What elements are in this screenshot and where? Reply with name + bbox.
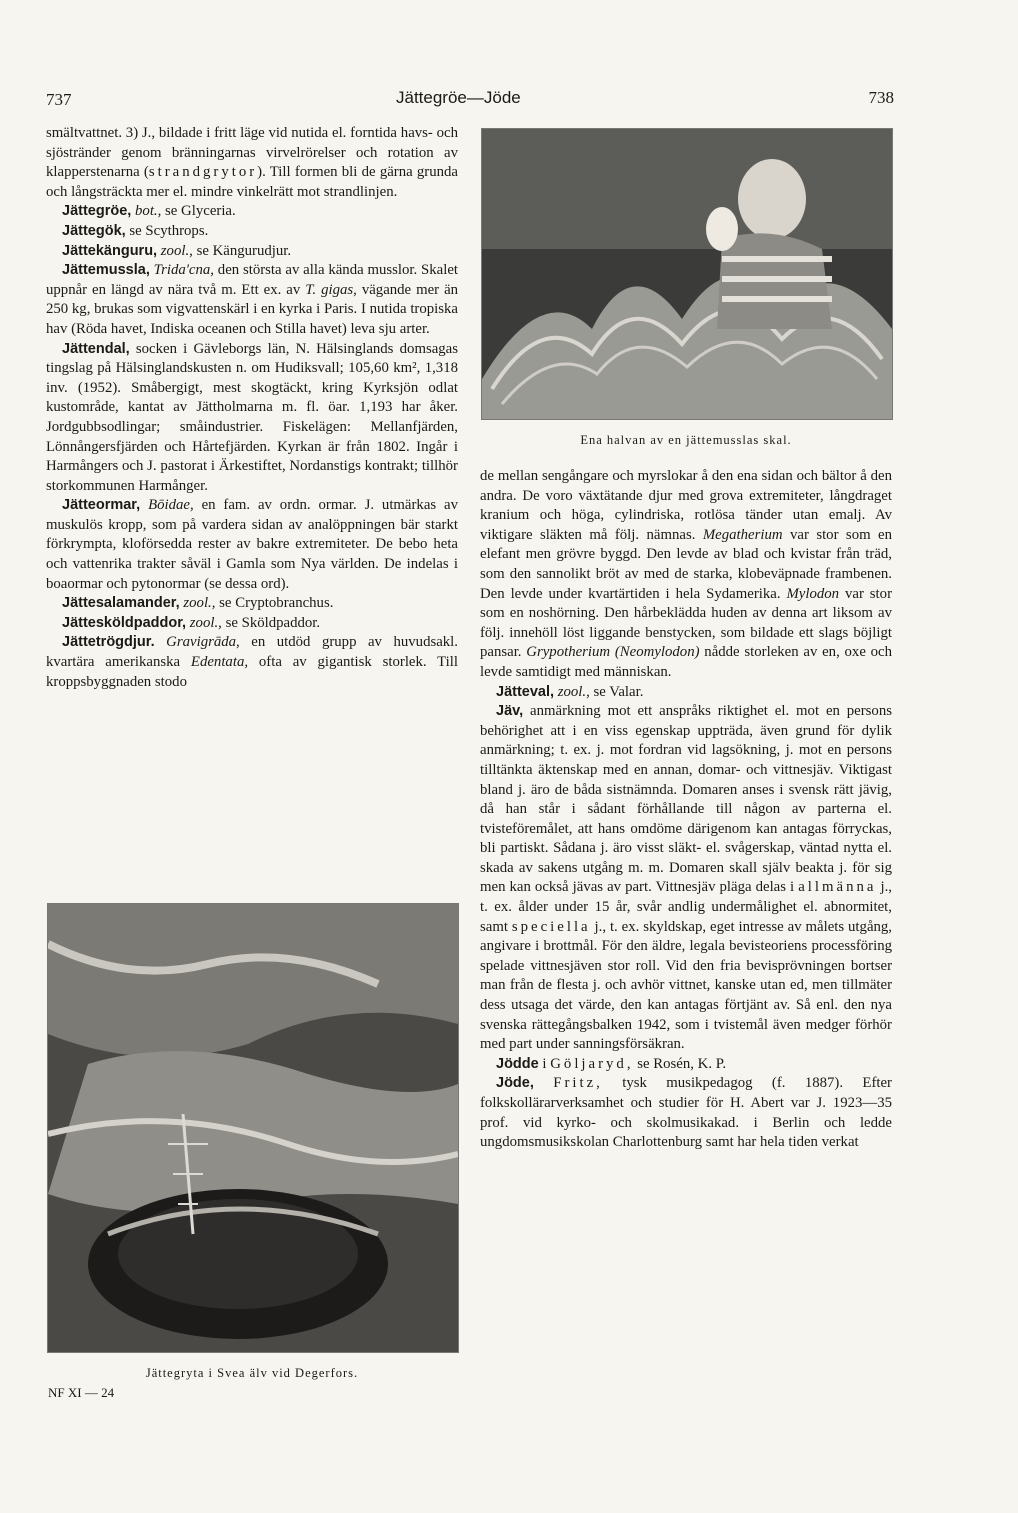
giant-clam-caption: Ena halvan av en jättemusslas skal.: [580, 433, 792, 447]
left-column: [46, 124, 458, 692]
entry-jattetrogdjur: Jättetrögdjur. Gravigrāda, en utdöd grupp av huvudsakl. kvartära amerikanska Edentata, ofta av gigantisk storlek. Till kroppsbyggnaden stodo: [46, 634, 459, 690]
entry-jode: Jöde, Fritz, tysk musikpedagog (f. 1887). Efter folkskollärarverksamhet och studier för H. Abert var J. 1923—35 prof. vid kyrko- och skolmusikakad. i Berlin och ledde ungdomsmusikskolan Charlottenburg samt har hela tiden verkat: [480, 1075, 892, 1151]
entry-jattegryta-continued: smältvattnet. 3) J., bildade i fritt läge vid nutida el. forntida havs- och sjöstränder genom bränningarnas virvelrörelser och rotation av klapperstenarna (strandgrytor). Till formen bli de gärna grunda och långsträckta mer el. mindre vinkelrätt mot strandlinjen.: [46, 125, 459, 200]
entry-jattendal: Jättendal, socken i Gävleborgs län, N. Hälsinglands domsagas tingslag på Hälsinglandskusten n. om Hudiksvall; 105,60 km², 1,318 inv. (1952). Småbergigt, mest skogtäckt, kring Kyrksjön odlat kustområde, kantat av Jättholmarna m. fl. öar. 1,193 har åker. Jordgubbsodlingar; småindustrier. Fiskelägen: Mellanfjärden, Lönnångersfjärden och Hårtefjärden. Kyrkan är från 1802. Ingår i Harmångers och J. pastorat i Ärkestiftet, Nordanstigs kontrakt; tillhör storkommunen Harmånger.: [46, 340, 458, 494]
giant-clam-illustration: [482, 129, 892, 419]
pothole-illustration: [48, 904, 458, 1352]
entry-jattemussla: Jättemussla, Trida'cna, den största av alla kända musslor. Skalet uppnår en längd av nära två m. Ett ex. av T. gigas, vägande mer än 250 kg, brukas som vigvattenskärl i en kyrka i Paris. I nutida tropiska hav (Röda havet, Indiska oceanen och Stilla havet) leva sju arter.: [46, 262, 459, 337]
entry-jattegroe: Jättegröe, bot., se Glyceria.: [62, 203, 236, 220]
giant-clam-photo: [481, 128, 893, 420]
entry-jattesköldpaddor: Jättesköldpaddor, zool., se Sköldpaddor.: [62, 614, 321, 631]
pothole-caption: Jättegryta i Svea älv vid Degerfors.: [145, 1366, 359, 1380]
sheet-signature: NF XI — 24: [48, 1385, 115, 1400]
entry-jattegok: Jättegök, se Scythrops.: [62, 222, 209, 239]
entry-jattesalamander: Jättesalamander, zool., se Cryptobranchus.: [62, 595, 334, 612]
entry-jatteval: Jätteval, zool., se Valar.: [496, 683, 644, 700]
entry-jattetrogdjur-continued: de mellan sengångare och myrslokar å den ena sidan och bältor å den andra. De voro växtätande djur med grova extremiteter, långdraget kranium och höga, cylindriska, rotlösa tänder utan emalj. Av viktigare släkten må följ. nämnas. Megatherium var stor som en elefant men grövre byggd. Den levde av blad och kvistar från träd, som den sannolikt bröt av med de starka, klobeväpnade frambenen. Den levde under kvartärtiden i hela Sydamerika. Mylodon var stor som en noshörning. Den hårbeklädda huden av denna art liksom av följ. innehöll löst liggande benstycken, som bildade ett slags böjligt pansar. Grypotherium (Neomylodon) nådde storleken av en, oxe och levde samtidigt med människan.: [480, 468, 893, 680]
right-column: [480, 467, 892, 1153]
entry-jodde: Jödde i Göljaryd, se Rosén, K. P.: [496, 1055, 727, 1072]
entry-jatteormar: Jätteormar, Bōidae, en fam. av ordn. ormar. J. utmärkas av muskulös kropp, som på vardera sidan av analöppningen bär starkt förkrympta, kloförsedda rester av bakre extremiteter. De bebo heta och vattenrika trakter såväl i Gamla som Nya världen. De indelas i boaormar och pytonormar (se dessa ord).: [46, 497, 458, 592]
page-header: [46, 88, 894, 114]
page-number-right: 738: [868, 88, 894, 107]
running-head: Jättegröe—Jöde: [396, 88, 521, 107]
pothole-photo: [47, 903, 459, 1353]
entry-jav: Jäv, anmärkning mot ett anspråks riktighet el. mot en persons behörighet att i en viss egenskap uppträda, även grund för dylik anmärkning; t. ex. j. mot fordran vid lagsökning, j. mot en persons tilltänkta äktenskap med en annan, domar- och vittnesjäv. Viktigast bland j. äro de båda sistnämnda. Domaren anses i svensk rätt jävig, då han står i sådant förhållande till någon av parterna el. tvisteföremålet, att hans omdöme därigenom kan antagas förryckas, bli partiskt. Sådana j. äro visst släkt- el. svågerskap, väntad nytta el. skada av sakens utgång m. m. Domaren skall själv beakta j. för sig men kan också jävas av part. Vittnesjäv pläga delas i allmänna j., t. ex. ålder under 15 år, svår andlig undermålighet el. abnormitet, samt speciella j., t. ex. skyldskap, eget intresse av målets utgång, angivare i brottmål. För den äldre, legala bevisteoriens processföring spelade vittnesjäven stor roll. Vid den fria bevisprövningen bortser man från de flesta j. och avhör vittnet, kanske utan ed, men tillmäter dess utsaga det värde, den kan antagas förtjänt av. Så enl. den nya svenska rättegångsbalken 1942, som i tvistemål även medger förhör med part under sanningsförsäkran.: [480, 703, 893, 1053]
entry-jattekanguru: Jättekänguru, zool., se Kängurudjur.: [62, 242, 292, 259]
page-number-left: 737: [46, 90, 72, 109]
